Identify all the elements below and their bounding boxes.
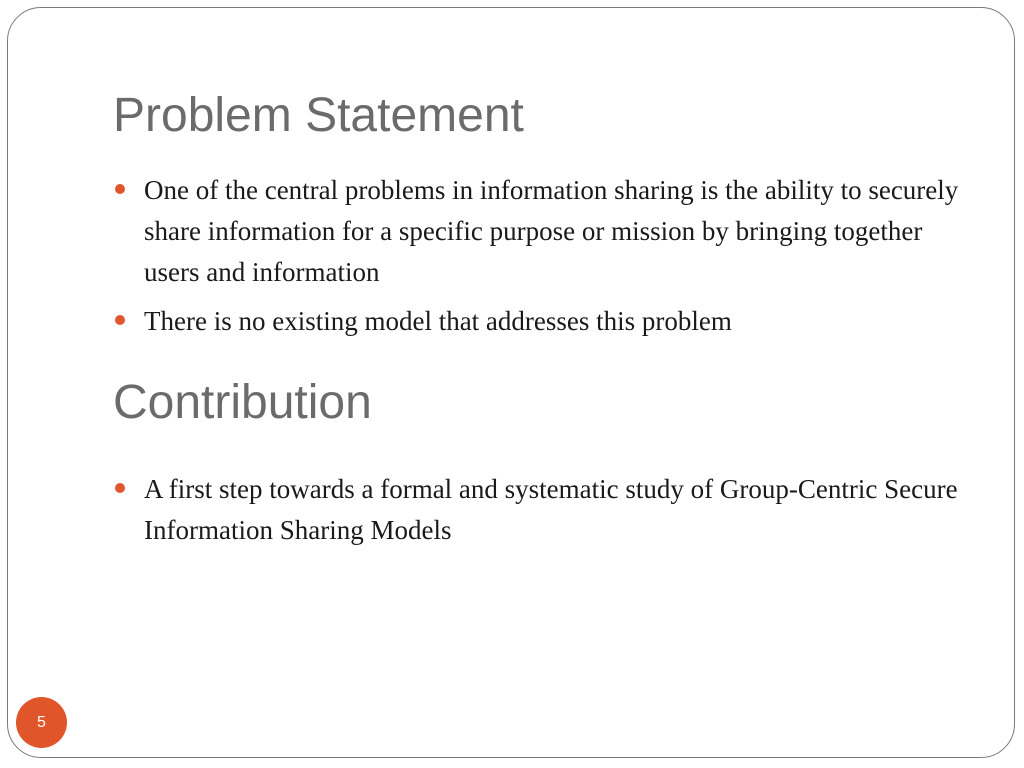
list-item — [113, 170, 973, 293]
list-item — [113, 469, 973, 551]
page-number-badge: 5 — [16, 697, 67, 748]
list-item — [113, 301, 973, 342]
bullet-icon — [115, 184, 125, 194]
contribution-bullets — [113, 469, 973, 559]
bullet-text: There is no existing model that addresses this problem — [144, 306, 732, 336]
problem-statement-bullets — [113, 170, 973, 350]
bullet-icon — [115, 483, 125, 493]
bullet-text: One of the central problems in information sharing is the ability to securely share information for a specific purpose or mission by bringing together users and information — [144, 175, 959, 287]
contribution-heading: Contribution — [113, 376, 372, 429]
bullet-icon — [115, 315, 125, 325]
problem-statement-heading: Problem Statement — [113, 89, 524, 142]
bullet-text: A first step towards a formal and systematic study of Group-Centric Secure Information Sharing Models — [144, 474, 958, 545]
